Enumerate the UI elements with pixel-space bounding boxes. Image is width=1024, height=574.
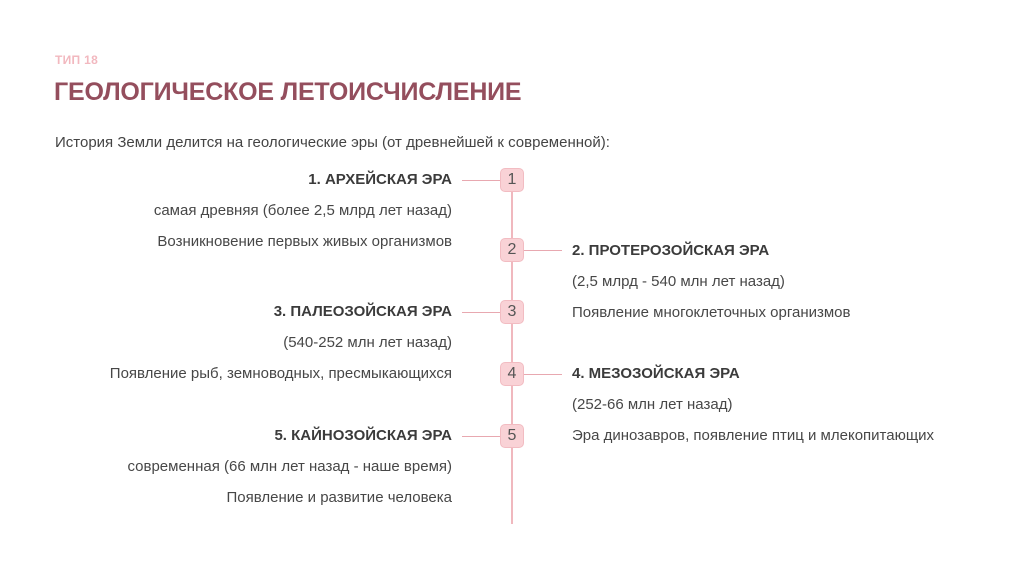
slide-kicker: ТИП 18 xyxy=(55,53,99,67)
era-3-block xyxy=(52,302,452,384)
era-3-event: Появление рыб, земноводных, пресмыкающихся xyxy=(109,365,452,382)
era-3-node: 3 xyxy=(500,300,524,324)
era-2-event: Появление многоклеточных организмов xyxy=(572,304,851,321)
era-1-period: самая древняя (более 2,5 млрд лет назад) xyxy=(153,202,452,219)
era-4-connector xyxy=(524,374,562,375)
era-2-name: 2. ПРОТЕРОЗОЙСКАЯ ЭРА xyxy=(572,242,770,259)
era-1-node: 1 xyxy=(500,168,524,192)
era-2-block xyxy=(572,241,972,323)
era-2-period: (2,5 млрд - 540 млн лет назад) xyxy=(572,273,785,290)
era-4-event: Эра динозавров, появление птиц и млекопитающих xyxy=(572,427,935,444)
era-1-block xyxy=(52,170,452,252)
era-1-connector xyxy=(462,180,500,181)
era-5-block xyxy=(52,426,452,508)
timeline-axis xyxy=(511,168,513,524)
intro-text: История Земли делится на геологические эры (от древнейшей к современной): xyxy=(55,134,610,151)
era-5-event: Появление и развитие человека xyxy=(226,489,452,506)
era-3-name: 3. ПАЛЕОЗОЙСКАЯ ЭРА xyxy=(273,303,452,320)
era-3-connector xyxy=(462,312,500,313)
era-4-name: 4. МЕЗОЗОЙСКАЯ ЭРА xyxy=(572,365,740,382)
era-5-connector xyxy=(462,436,500,437)
slide-title: ГЕОЛОГИЧЕСКОЕ ЛЕТОИСЧИСЛЕНИЕ xyxy=(54,78,522,106)
era-4-block xyxy=(572,364,972,446)
era-3-period: (540-252 млн лет назад) xyxy=(283,334,452,351)
era-5-node: 5 xyxy=(500,424,524,448)
era-1-name: 1. АРХЕЙСКАЯ ЭРА xyxy=(308,171,452,188)
era-2-connector xyxy=(524,250,562,251)
era-2-node: 2 xyxy=(500,238,524,262)
era-5-name: 5. КАЙНОЗОЙСКАЯ ЭРА xyxy=(274,427,452,444)
era-4-period: (252-66 млн лет назад) xyxy=(572,396,733,413)
era-5-period: современная (66 млн лет назад - наше время) xyxy=(127,458,452,475)
era-4-node: 4 xyxy=(500,362,524,386)
era-1-event: Возникновение первых живых организмов xyxy=(157,233,452,250)
